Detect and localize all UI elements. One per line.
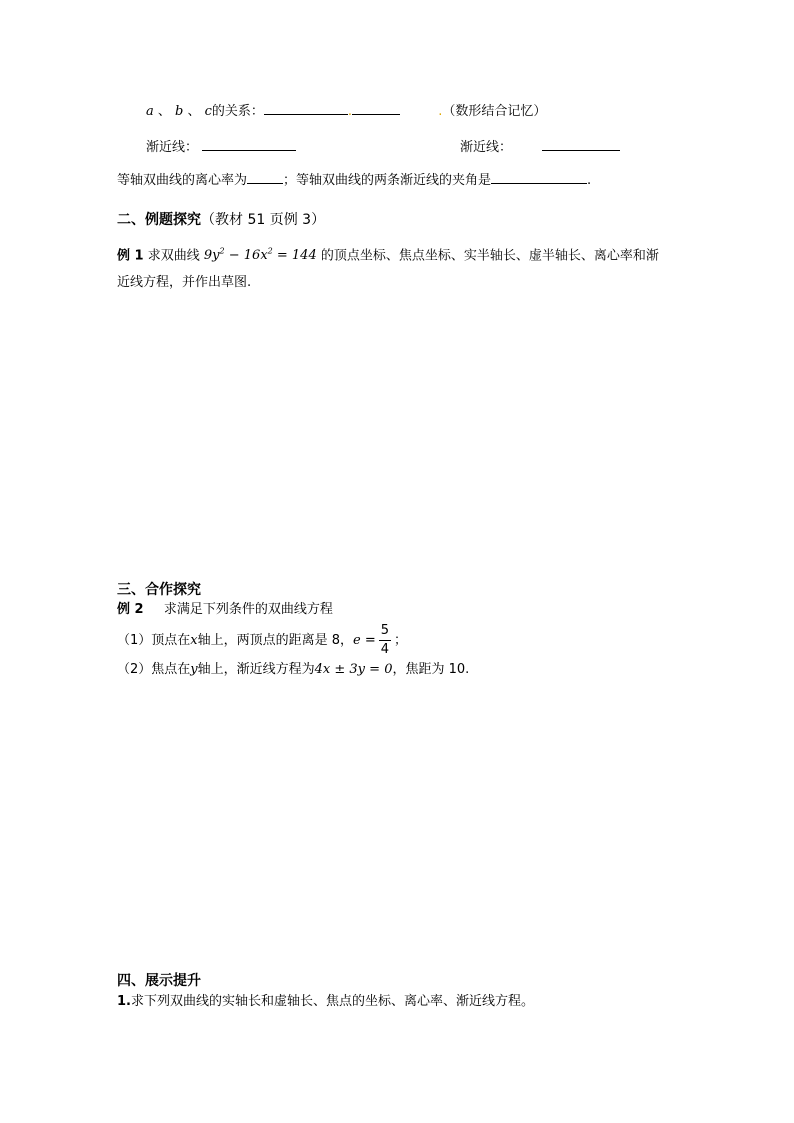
example1-label: 例 1 xyxy=(117,248,144,264)
abc-relation-line: a 、 b 、 c的关系： . .（数形结合记忆） xyxy=(146,104,547,119)
example1-pre: 求双曲线 xyxy=(147,248,200,264)
section2-title: 二、例题探究 xyxy=(117,212,201,228)
asymptote-equation: 4x ± 3y = 0 xyxy=(314,662,393,677)
section2-note: （教材 51 页例 3） xyxy=(201,212,326,228)
dot-mark: . xyxy=(347,104,353,119)
var-y: y xyxy=(190,662,198,677)
example1-line1 xyxy=(117,242,659,266)
item2-pre: （2）焦点在 xyxy=(117,662,191,677)
example1-line2-text: 近线方程，并作出草图. xyxy=(117,275,252,290)
item1-end: ； xyxy=(394,633,408,648)
equation-hyperbola: $9y^2 - 16x^2 = 144$ xyxy=(203,247,317,264)
example2-item2 xyxy=(117,660,469,680)
fraction-numerator: 5 xyxy=(379,622,391,641)
item2-post: ，焦距为 10. xyxy=(392,662,470,677)
example2-line xyxy=(117,600,333,620)
relation-hint: （数形结合记忆） xyxy=(442,104,547,119)
fraction-denominator: 4 xyxy=(380,642,390,657)
section4-title: 四、展示提升 xyxy=(117,973,201,989)
asymptote-blank-1[interactable] xyxy=(202,138,296,151)
asymptote-line-1 xyxy=(146,138,296,158)
example2-label: 例 2 xyxy=(117,602,144,617)
asymptote-blank-2[interactable] xyxy=(542,138,620,151)
item1-mid: 轴上，两顶点的距离是 8， xyxy=(197,633,354,648)
angle-blank[interactable] xyxy=(491,171,587,184)
equiaxed-text-b: ；等轴双曲线的两条渐近线的夹角是 xyxy=(283,173,492,188)
period: . xyxy=(587,173,592,188)
section3-heading xyxy=(117,580,201,600)
section4-heading xyxy=(117,971,201,991)
asymptote-label: 渐近线： xyxy=(460,140,513,155)
equiaxed-text-a: 等轴双曲线的离心率为 xyxy=(117,173,248,188)
fraction-five-fourths xyxy=(379,622,391,659)
q1-text: 求下列双曲线的实轴长和虚轴长、焦点的坐标、离心率、渐近线方程。 xyxy=(130,994,534,1009)
dot-mark: . xyxy=(438,104,443,119)
relation-blank-1[interactable] xyxy=(264,102,348,115)
section3-title: 三、合作探究 xyxy=(117,582,201,598)
var-b: b xyxy=(175,104,184,119)
q1-label: 1. xyxy=(117,994,131,1009)
relation-label: 的关系： xyxy=(211,104,264,119)
example1-line2 xyxy=(117,273,251,293)
example2-item1: （1）顶点在x轴上，两顶点的距离是 8，e = $\frac{5}{4}$ ； xyxy=(117,623,408,657)
equiaxed-line xyxy=(117,171,591,191)
var-c: c xyxy=(204,104,212,119)
example2-text: 求满足下列条件的双曲线方程 xyxy=(163,602,333,617)
relation-blank-2[interactable] xyxy=(352,102,400,115)
item1-pre: （1）顶点在 xyxy=(117,633,191,648)
var-e: e xyxy=(353,633,361,648)
eccentricity-blank[interactable] xyxy=(247,171,283,184)
var-x: x xyxy=(190,633,198,648)
item2-mid: 轴上，渐近线方程为 xyxy=(197,662,315,677)
var-a: a xyxy=(146,104,154,119)
question1-line xyxy=(117,992,534,1012)
section2-heading xyxy=(117,210,325,230)
asymptote-label: 渐近线： xyxy=(146,140,199,155)
example1-post: 的顶点坐标、焦点坐标、实半轴长、虚半轴长、离心率和渐 xyxy=(320,248,659,264)
asymptote-line-2 xyxy=(460,138,620,158)
